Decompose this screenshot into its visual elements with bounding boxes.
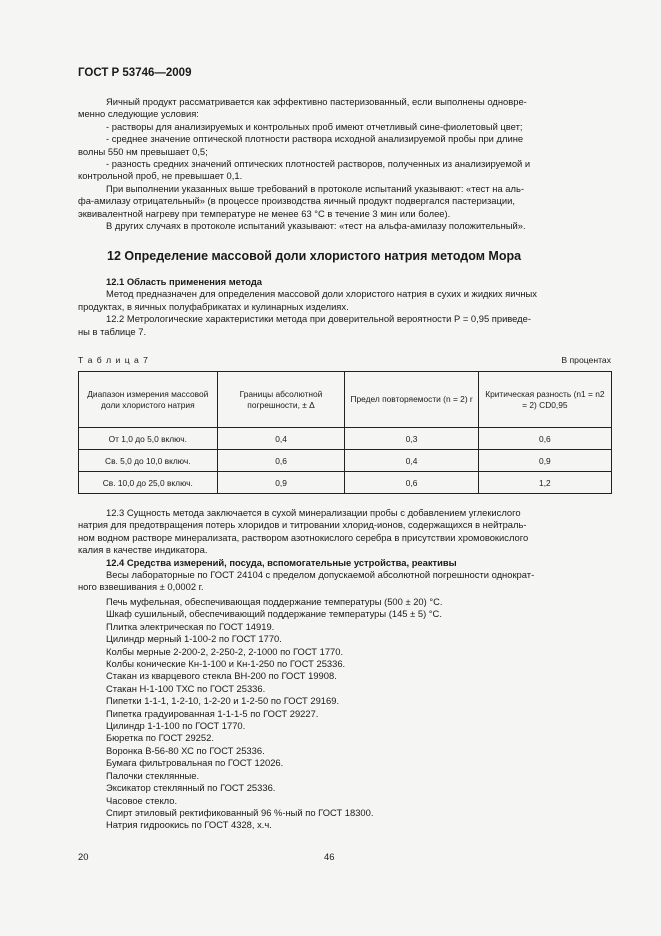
- paragraph-line: Яичный продукт рассматривается как эффективно пастеризованный, если выполнены одновре-: [106, 96, 527, 107]
- table-header-cell: Предел повторяемости (n = 2) r: [345, 372, 478, 428]
- table-cell: 0,6: [345, 472, 478, 494]
- paragraph-line: ного взвешивания ± 0,0002 г.: [78, 581, 204, 593]
- list-item: Колбы мерные 2-200-2, 2-250-2, 2-1000 по ГОСТ 1770.: [106, 645, 344, 657]
- table-row: [79, 428, 612, 450]
- paragraph-line: натрия для предотвращения потерь хлоридов и титровании хлорид-ионов, содержащихся в нейтраль-: [78, 519, 527, 531]
- paragraph-line: Метод предназначен для определения массовой доли хлористого натрия в сухих и жидких яичных: [106, 288, 537, 300]
- list-item: Плитка электрическая по ГОСТ 14919.: [106, 620, 275, 632]
- sheet-number: 46: [324, 851, 335, 862]
- paragraph-line: эквивалентной нагреву при температуре не менее 63 °С в течение 3 мин или более).: [78, 207, 451, 219]
- table-cell: 0,9: [478, 450, 611, 472]
- list-item: Спирт этиловый ректификованный 96 %-ный по ГОСТ 18300.: [106, 806, 374, 818]
- table-header-row: [79, 372, 612, 428]
- paragraph-line: ном водном растворе минерализата, раствором азотнокислого серебра в присутствии хромовокислого: [78, 531, 529, 543]
- paragraph-line: волны 550 нм превышает 0,5;: [78, 145, 208, 157]
- list-item: Печь муфельная, обеспечивающая поддержание температуры (500 ± 20) °С.: [106, 596, 443, 607]
- paragraph-line: - растворы для анализируемых и контрольных проб имеют отчетливый сине-фиолетовый цвет;: [106, 120, 523, 132]
- table-cell: 0,6: [478, 428, 611, 450]
- paragraph-line: продуктах, в яичных полуфабрикатах и кулинарных изделиях.: [78, 300, 349, 312]
- table-cell: Св. 10,0 до 25,0 включ.: [79, 472, 218, 494]
- list-item: Эксикатор стеклянный по ГОСТ 25336.: [106, 782, 276, 794]
- list-item: Натрия гидроокись по ГОСТ 4328, х.ч.: [106, 819, 272, 831]
- section-12-1: [78, 276, 615, 338]
- table-row: [79, 450, 612, 472]
- table-cell: 0,6: [217, 450, 345, 472]
- paragraph-line: калия в качестве индикатора.: [78, 544, 208, 556]
- paragraph-line: - разность средних значений оптических плотностей растворов, полученных из анализируемой и: [106, 158, 531, 170]
- paragraph-line: 12.2 Метрологические характеристики метода при доверительной вероятности Р = 0,95 приведе-: [106, 313, 531, 325]
- paragraph-line: Весы лабораторные по ГОСТ 24104 с пределом допускаемой абсолютной погрешности однократ-: [106, 569, 535, 581]
- paragraph-line: В других случаях в протоколе испытаний указывают: «тест на альфа-амилазу положительный».: [106, 220, 526, 232]
- list-item: Часовое стекло.: [106, 794, 178, 806]
- table-header-cell: Диапазон измерения массовой доли хлористого натрия: [79, 372, 218, 428]
- page-number: 20: [78, 851, 89, 862]
- document-header: ГОСТ Р 53746—2009: [78, 67, 192, 79]
- list-item: Бумага фильтровальная по ГОСТ 12026.: [106, 757, 284, 769]
- list-item: Цилиндр 1-1-100 по ГОСТ 1770.: [106, 720, 246, 732]
- paragraph-line: 12.3 Сущность метода заключается в сухой минерализации пробы с добавлением углекислого: [106, 507, 521, 518]
- table-caption: Т а б л и ц а 7: [78, 355, 149, 365]
- subsection-heading: 12.4 Средства измерений, посуда, вспомогательные устройства, реактивы: [106, 556, 457, 568]
- section-12-heading: 12 Определение массовой доли хлористого натрия методом Мора: [107, 249, 522, 263]
- table-cell: 0,3: [345, 428, 478, 450]
- table-cell: 1,2: [478, 472, 611, 494]
- table-units: В процентах: [561, 355, 611, 365]
- section-12-3: [78, 507, 615, 594]
- list-item: Колбы конические Кн-1-100 и Кн-1-250 по ГОСТ 25336.: [106, 658, 346, 670]
- paragraph-line: - среднее значение оптической плотности раствора исходной анализируемой пробы при длине: [106, 133, 524, 145]
- subsection-heading: 12.1 Область применения метода: [106, 276, 262, 287]
- paragraph-line: ны в таблице 7.: [78, 325, 147, 337]
- list-item: Пипетки 1-1-1, 1-2-10, 1-2-20 и 1-2-50 по ГОСТ 29169.: [106, 695, 340, 707]
- table-7: [78, 371, 612, 494]
- list-item: Стакан Н-1-100 ТХС по ГОСТ 25336.: [106, 682, 266, 694]
- table-cell: 0,9: [217, 472, 345, 494]
- table-cell: 0,4: [345, 450, 478, 472]
- list-item: Воронка В-56-80 ХС по ГОСТ 25336.: [106, 744, 265, 756]
- list-item: Стакан из кварцевого стекла ВН-200 по ГОСТ 19908.: [106, 670, 337, 682]
- equipment-list: [106, 596, 615, 832]
- table-header-cell: Критическая разность (n1 = n2 = 2) CD0,95: [478, 372, 611, 428]
- table-cell: От 1,0 до 5,0 включ.: [79, 428, 218, 450]
- list-item: Палочки стеклянные.: [106, 769, 200, 781]
- list-item: Шкаф сушильный, обеспечивающий поддержание температуры (145 ± 5) °С.: [106, 608, 442, 620]
- paragraph-line: фа-амилазу отрицательный» (в процессе производства яичный продукт подвергался пастеризации,: [78, 195, 515, 207]
- table-header-cell: Границы абсолютной погрешности, ± Δ: [217, 372, 345, 428]
- paragraph-line: При выполнении указанных выше требований в протоколе испытаний указывают: «тест на аль-: [106, 182, 524, 194]
- paragraph-line: менно следующие условия:: [78, 108, 199, 120]
- table-cell: 0,4: [217, 428, 345, 450]
- pasteurization-block: [78, 96, 615, 232]
- table-row: [79, 472, 612, 494]
- table-cell: Св. 5,0 до 10,0 включ.: [79, 450, 218, 472]
- list-item: Цилиндр мерный 1-100-2 по ГОСТ 1770.: [106, 633, 282, 645]
- paragraph-line: контрольной проб, не превышает 0,1.: [78, 170, 243, 182]
- list-item: Бюретка по ГОСТ 29252.: [106, 732, 214, 744]
- list-item: Пипетка градуированная 1-1-1-5 по ГОСТ 29227.: [106, 707, 319, 719]
